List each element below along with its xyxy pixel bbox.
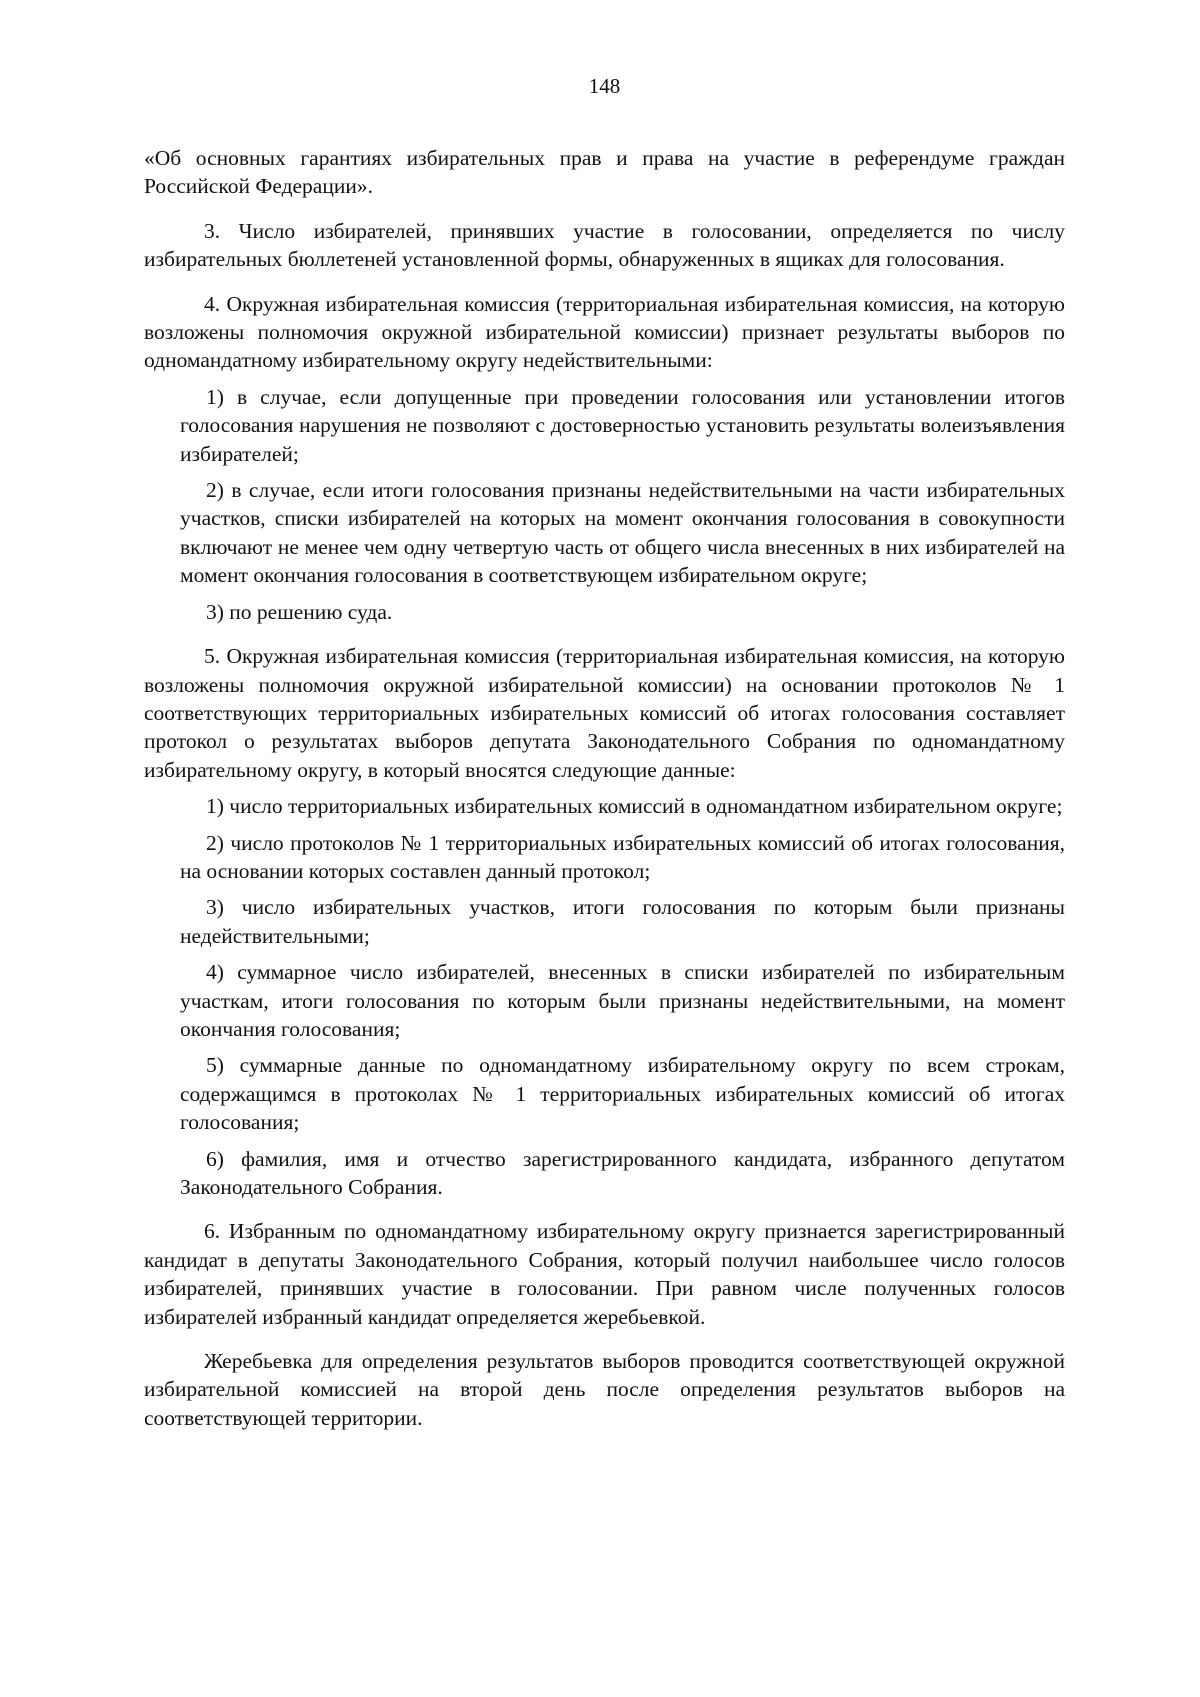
subitem-5-2: 2) число протоколов № 1 территориальных избирательных комиссий об итогах голосования, на основании которых составлен данный протокол; xyxy=(180,830,1065,883)
subitem-5-4: 4) суммарное число избирателей, внесенных в списки избирателей по избирательным участкам, итоги голосования по которым были признаны недействительными, на момент окончания голосования; xyxy=(180,960,1065,1041)
subitem-4-3: 3) по решению суда. xyxy=(206,599,393,624)
subitem-5-5: 5) суммарные данные по одномандатному избирательному округу по всем строкам, содержащимся в протоколах № 1 территориальных избирательных комиссий об итогах голосования; xyxy=(180,1053,1065,1135)
paragraph-item-5: 5. Окружная избирательная комиссия (территориальная избирательная комиссия, на которую возложены полномочия окружной избирательной комиссии) на основании протоколов № 1 соответствующих территориальных избирательных комиссий об итогах голосования составляет протокол о результатах выборов депутата Законодательного Собрания по одномандатному избирательному округу, в который вносятся следующие данные: xyxy=(144,644,1065,782)
paragraph-law-title-continuation: «Об основных гарантиях избирательных прав и права на участие в референдуме граждан Российской Федерации». xyxy=(144,146,1065,199)
page-number: 148 xyxy=(588,74,621,98)
document-page xyxy=(144,0,1065,1697)
subitem-4-1: 1) в случае, если допущенные при проведении голосования или установлении итогов голосования нарушения не позволяют с достоверностью установить результаты волеизъявления избирателей; xyxy=(180,384,1065,466)
subitem-5-1: 1) число территориальных избирательных комиссий в одномандатном избирательном округе; xyxy=(206,794,1063,819)
paragraph-lottery: Жеребьевка для определения результатов выборов проводится соответствующей окружной избирательной комиссией на второй день после определения результатов выборов на соответствующей территории. xyxy=(144,1349,1065,1430)
subitem-4-2: 2) в случае, если итоги голосования признаны недействительными на части избирательных участков, списки избирателей на которых на момент окончания голосования в совокупности включают не менее чем одну четвертую часть от общего числа внесенных в них избирателей на момент окончания голосования в соответствующем избирательном округе; xyxy=(180,478,1065,588)
paragraph-item-6: 6. Избранным по одномандатному избирательному округу признается зарегистрированный кандидат в депутаты Законодательного Собрания, который получил наибольшее число голосов избирателей, принявших участие в голосовании. При равном числе полученных голосов избирателей избранный кандидат определяется жеребьевкой. xyxy=(144,1219,1065,1329)
paragraph-item-4: 4. Окружная избирательная комиссия (территориальная избирательная комиссия, на которую возложены полномочия окружной избирательной комиссии) признает результаты выборов по одномандатному избирательному округу недействительными: xyxy=(144,291,1065,373)
subitem-5-3: 3) число избирательных участков, итоги голосования по которым были признаны недействительными; xyxy=(180,895,1065,948)
subitem-5-6: 6) фамилия, имя и отчество зарегистрированного кандидата, избранного депутатом Законодательного Собрания. xyxy=(180,1146,1065,1199)
paragraph-item-3: 3. Число избирателей, принявших участие в голосовании, определяется по числу избирательных бюллетеней установленной формы, обнаруженных в ящиках для голосования. xyxy=(144,218,1065,272)
document-body xyxy=(144,144,1065,1440)
